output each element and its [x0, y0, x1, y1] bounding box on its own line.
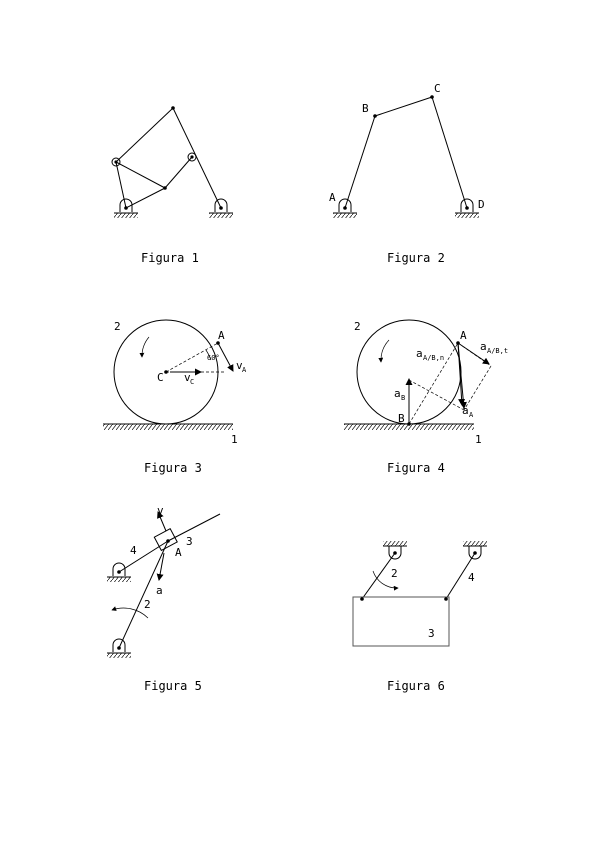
label-aA: a [462, 404, 469, 417]
linkage-joints [112, 106, 223, 210]
label-4: 4 [130, 544, 137, 557]
label-4: 4 [468, 571, 475, 584]
velocity-vA [218, 343, 233, 371]
figure-5 [107, 504, 220, 693]
rotation-arrow [112, 608, 148, 618]
label-2: 2 [391, 567, 398, 580]
label-a: a [156, 584, 163, 597]
label-aAB-t-sub: A/B,t [487, 347, 509, 355]
label-C: C [434, 82, 441, 95]
label-vC-sub: C [190, 378, 195, 386]
figure-5-caption: Figura 5 [144, 679, 202, 693]
label-vA: v [236, 359, 243, 372]
label-angle: 60° [207, 354, 220, 362]
label-2: 2 [144, 598, 151, 611]
label-aAB-n: a [416, 347, 423, 360]
label-vC: v [184, 371, 191, 384]
figure-3 [103, 320, 247, 475]
label-B: B [362, 102, 369, 115]
figure-6-caption: Figura 6 [387, 679, 445, 693]
label-aA-sub: A [469, 411, 474, 419]
label-aB-sub: B [401, 394, 406, 402]
accel-a [159, 553, 164, 580]
figure-3-caption: Figura 3 [144, 461, 202, 475]
label-body-2: 2 [354, 320, 361, 333]
ground-support-4 [463, 541, 487, 559]
label-body-1: 1 [231, 433, 238, 446]
figure-4 [344, 320, 508, 475]
label-C: C [157, 371, 164, 384]
label-B: B [398, 412, 405, 425]
label-vA-sub: A [242, 366, 247, 374]
figure-4-caption: Figura 4 [387, 461, 445, 475]
label-A: A [329, 191, 336, 204]
figure-1 [112, 106, 233, 265]
figure-6 [353, 541, 487, 693]
label-A: A [460, 329, 467, 342]
label-body-2: 2 [114, 320, 121, 333]
figure-1-caption: Figura 1 [141, 251, 199, 265]
label-aAB-t: a [480, 340, 487, 353]
label-v: v [157, 504, 164, 517]
label-aB: a [394, 387, 401, 400]
label-body-1: 1 [475, 433, 482, 446]
label-D: D [478, 198, 485, 211]
link-extension [168, 514, 220, 541]
linkage-bars [116, 108, 221, 208]
rotation-arrow [142, 337, 149, 357]
label-aAB-n-sub: A/B,n [423, 354, 445, 362]
figure-2 [329, 82, 485, 265]
label-A: A [218, 329, 225, 342]
label-A: A [175, 546, 182, 559]
rotation-arrow [381, 340, 389, 362]
label-3: 3 [186, 535, 193, 548]
label-3: 3 [428, 627, 435, 640]
ground-support-2 [383, 541, 407, 559]
figure-2-caption: Figura 2 [387, 251, 445, 265]
ground [103, 424, 233, 430]
